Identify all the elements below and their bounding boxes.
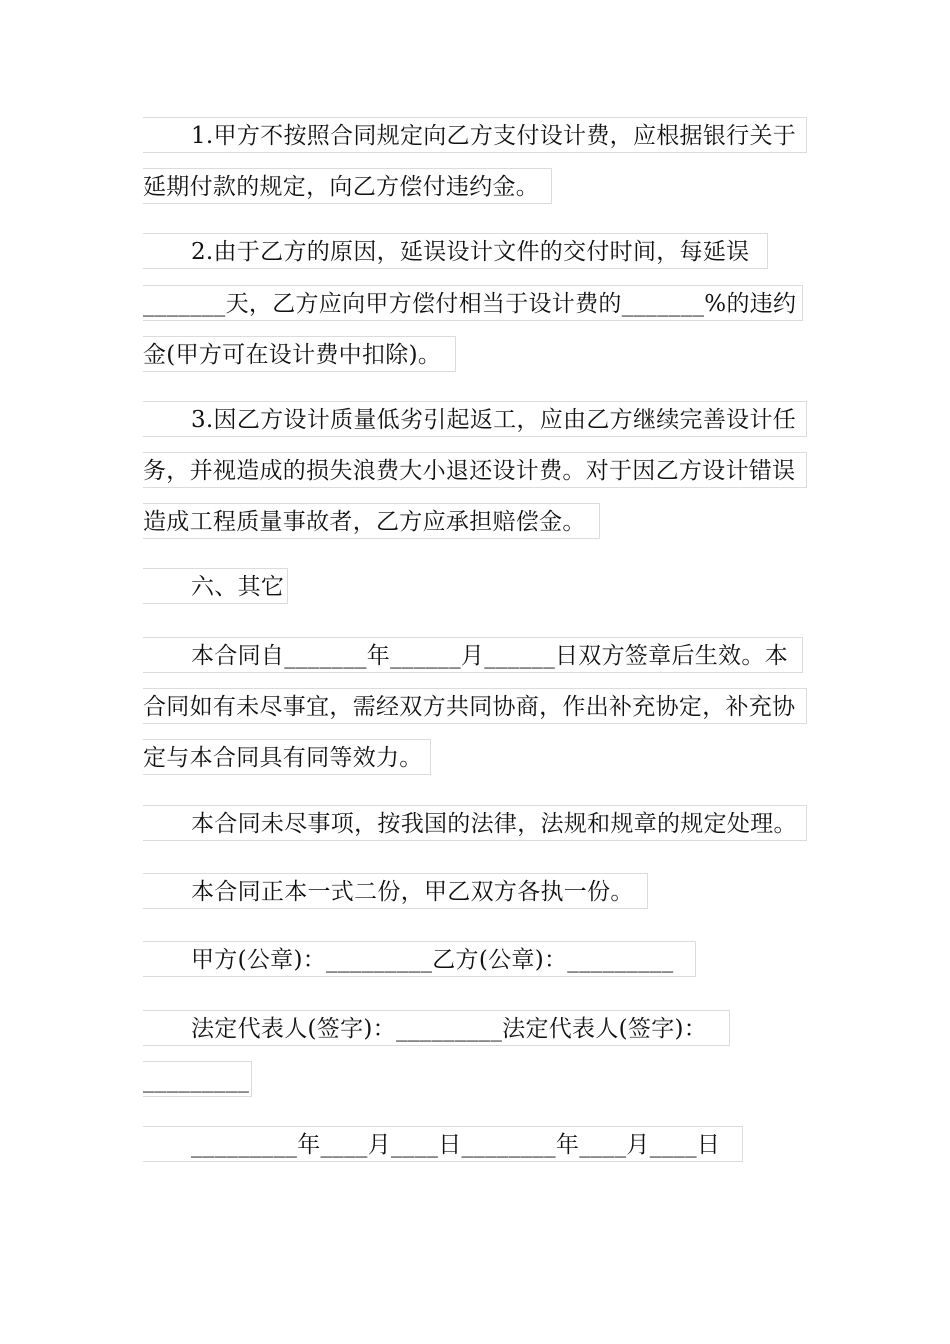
clause-2-line-3: 金(甲方可在设计费中扣除)。 xyxy=(143,336,456,372)
seal-line: 甲方(公章)：_________乙方(公章)：_________ xyxy=(143,941,696,977)
section-6-heading: 六、其它 xyxy=(143,568,288,604)
effective-line-3: 定与本合同具有同等效力。 xyxy=(143,739,431,775)
law-clause: 本合同未尽事项，按我国的法律，法规和规章的规定处理。 xyxy=(143,805,807,841)
copies-clause: 本合同正本一式二份，甲乙双方各执一份。 xyxy=(143,873,648,909)
clause-1-line-1: 1.甲方不按照合同规定向乙方支付设计费，应根据银行关于 xyxy=(143,117,807,153)
clause-2-line-2: _______天，乙方应向甲方偿付相当于设计费的_______%的违约 xyxy=(143,285,803,321)
clause-1-line-2: 延期付款的规定，向乙方偿付违约金。 xyxy=(143,168,552,204)
clause-3-line-2: 务，并视造成的损失浪费大小退还设计费。对于因乙方设计错误 xyxy=(143,452,807,488)
representative-line-1: 法定代表人(签字)：_________法定代表人(签字)： xyxy=(143,1010,730,1046)
date-line: _________年____月____日________年____月____日 xyxy=(143,1126,743,1162)
clause-2-line-1: 2.由于乙方的原因，延误设计文件的交付时间，每延误 xyxy=(143,233,768,269)
clause-3-line-1: 3.因乙方设计质量低劣引起返工，应由乙方继续完善设计任 xyxy=(143,401,807,437)
representative-line-2: _________ xyxy=(143,1061,252,1097)
effective-line-1: 本合同自_______年______月______日双方签章后生效。本 xyxy=(143,637,803,673)
effective-line-2: 合同如有未尽事宜，需经双方共同协商，作出补充协定，补充协 xyxy=(143,688,807,724)
clause-3-line-3: 造成工程质量事故者，乙方应承担赔偿金。 xyxy=(143,503,600,539)
